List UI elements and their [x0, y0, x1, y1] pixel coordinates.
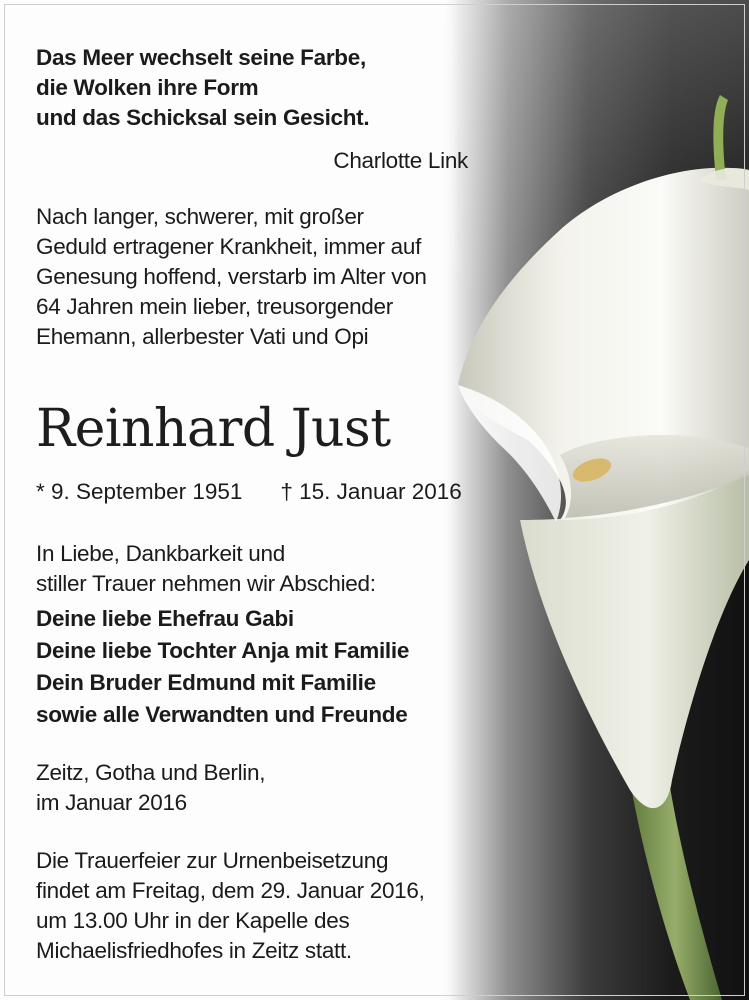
- place-line: Zeitz, Gotha und Berlin,: [36, 760, 266, 785]
- mourner-name: Deine liebe Ehefrau Gabi: [36, 606, 294, 631]
- mourner-name: sowie alle Verwandten und Freunde: [36, 702, 408, 727]
- mourners-intro-line: stiller Trauer nehmen wir Abschied:: [36, 571, 376, 596]
- intro-line: Ehemann, allerbester Vati und Opi: [36, 324, 369, 349]
- mourner-name: Deine liebe Tochter Anja mit Familie: [36, 638, 410, 663]
- intro-line: 64 Jahren mein lieber, treusorgender: [36, 294, 393, 319]
- quote-author: Charlotte Link: [333, 148, 468, 173]
- mourner-name: Dein Bruder Edmund mit Familie: [36, 670, 376, 695]
- birth-date: * 9. September 1951: [36, 479, 243, 504]
- quote-line: und das Schicksal sein Gesicht.: [36, 105, 370, 130]
- mourners-intro-line: In Liebe, Dankbarkeit und: [36, 541, 285, 566]
- funeral-line: um 13.00 Uhr in der Kapelle des: [36, 908, 350, 933]
- intro-line: Nach langer, schwerer, mit großer: [36, 204, 364, 229]
- quote-line: Das Meer wechselt seine Farbe,: [36, 45, 366, 70]
- funeral-line: Die Trauerfeier zur Urnenbeisetzung: [36, 848, 389, 873]
- death-date: † 15. Januar 2016: [280, 479, 462, 504]
- deceased-name: Reinhard Just: [36, 399, 391, 459]
- funeral-line: findet am Freitag, dem 29. Januar 2016,: [36, 878, 425, 903]
- date-line: im Januar 2016: [36, 790, 187, 815]
- funeral-line: Michaelisfriedhofes in Zeitz statt.: [36, 938, 352, 963]
- quote-line: die Wolken ihre Form: [36, 75, 259, 100]
- life-dates: [36, 477, 462, 507]
- intro-line: Genesung hoffend, verstarb im Alter von: [36, 264, 427, 289]
- intro-line: Geduld ertragener Krankheit, immer auf: [36, 234, 422, 259]
